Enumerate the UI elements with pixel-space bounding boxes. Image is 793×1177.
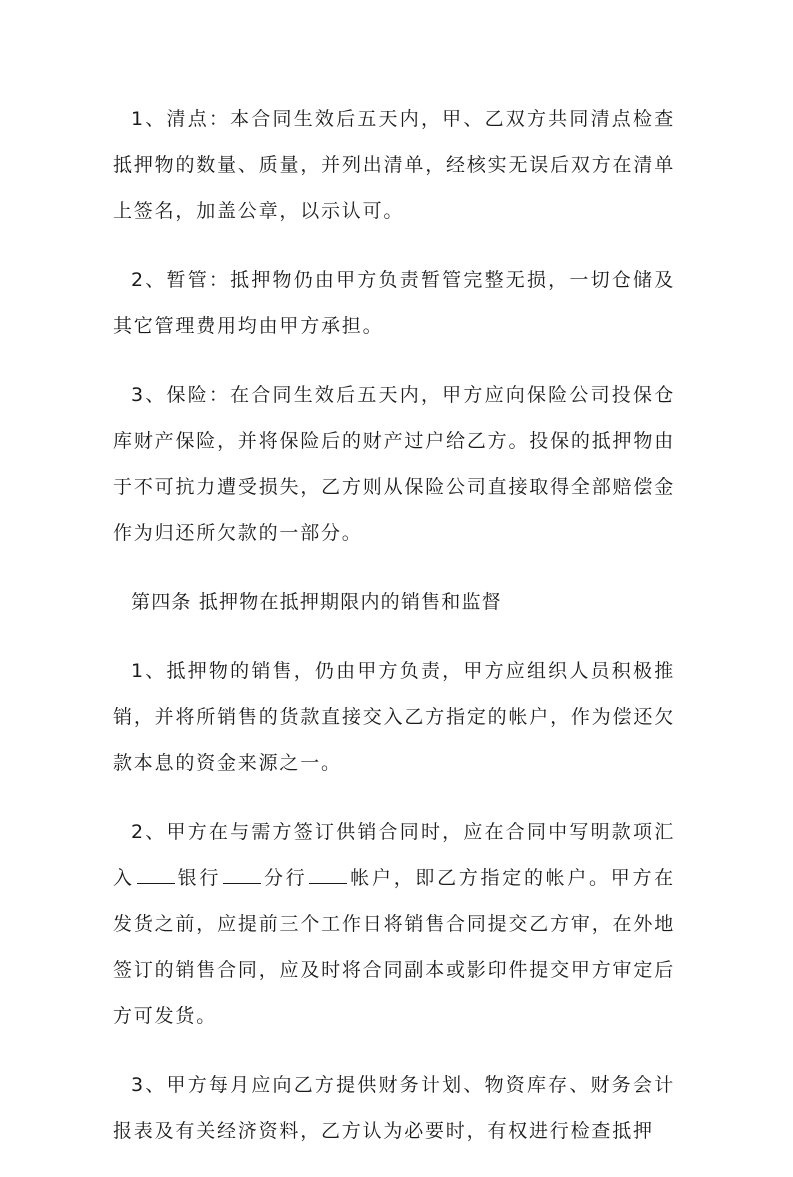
contract-text-part-1: 2、甲方在与需方签订供销合同时，应在合同中写明款项汇入 [113,821,675,889]
blank-line [137,863,175,884]
document-body [113,96,675,1177]
clause-sales-paragraph: 1、抵押物的销售，仍由甲方负责，甲方应组织人员积极推销，并将所销售的货款直接交入乙方指定的帐户，作为偿还欠款本息的资金来源之一。 [113,660,675,774]
article-four-heading: 第四条 抵押物在抵押期限内的销售和监督 [131,591,502,613]
clause-contract-paragraph [113,809,675,1039]
blank-line [309,863,347,884]
clause-custody-paragraph: 2、暂管：抵押物仍由甲方负责暂管完整无损，一切仓储及其它管理费用均由甲方承担。 [113,269,675,337]
blank-line [223,863,261,884]
clause-inventory-paragraph: 1、清点：本合同生效后五天内，甲、乙双方共同清点检查抵押物的数量、质量，并列出清单，经核实无误后双方在清单上签名，加盖公章，以示认可。 [113,108,675,222]
contract-text-part-4: 帐户，即乙方指定的帐户。甲方在发货之前，应提前三个工作日将销售合同提交乙方审，在外地签订的销售合同，应及时将合同副本或影印件提交甲方审定后方可发货。 [113,867,675,1027]
clause-insurance-paragraph: 3、保险：在合同生效后五天内，甲方应向保险公司投保仓库财产保险，并将保险后的财产过户给乙方。投保的抵押物由于不可抗力遭受损失，乙方则从保险公司直接取得全部赔偿金作为归还所欠款的一部分。 [113,384,675,544]
clause-reporting-paragraph: 3、甲方每月应向乙方提供财务计划、物资库存、财务会计报表及有关经济资料，乙方认为必要时，有权进行检查抵押 [113,1074,675,1142]
contract-text-bank: 银行 [176,867,222,889]
contract-text-branch: 分行 [263,867,308,889]
